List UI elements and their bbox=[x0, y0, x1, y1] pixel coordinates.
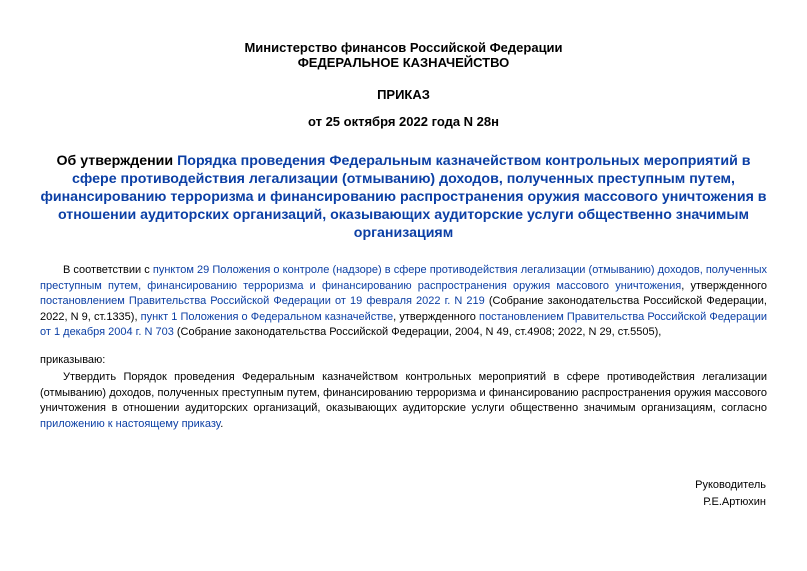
document-date-number: от 25 октября 2022 года N 28н bbox=[307, 114, 499, 129]
preamble-link-postanovlenie-219[interactable]: постановлением Правительства Российской Федерации от 19 февраля 2022 г. N 219 bbox=[40, 295, 485, 307]
title-link[interactable]: Порядка проведения Федеральным казначейством контрольных мероприятий в сфере противодействия легализации (отмыванию) доходов, полученных преступным путем, финансированию терроризма и финансированию распространения оружия массового уничтожения в отношении аудиторских организаций, оказывающих аудиторские услуги общественно значимым организациям bbox=[40, 153, 767, 241]
document-title bbox=[40, 152, 767, 242]
ministry-name: Министерство финансов Российской Федерации bbox=[244, 40, 563, 55]
preamble-link-punkt-1[interactable]: пункт 1 Положения о Федеральном казначействе bbox=[140, 310, 394, 323]
signatory-name: Р.Е.Артюхин bbox=[703, 496, 766, 508]
order-word: приказываю: bbox=[40, 354, 106, 366]
preamble-text-5: (Собрание законодательства Российской Федерации, 2004, N 49, ст.4908; 2022, N 29, ст.5505), bbox=[173, 326, 662, 338]
appendix-link[interactable]: приложению к настоящему приказу bbox=[40, 417, 221, 430]
preamble-link-postanovlenie-703[interactable]: постановлением Правительства Российской Федерации от 1 декабря 2004 г. N 703 bbox=[40, 310, 767, 338]
preamble-text-1: В соответствии с bbox=[63, 264, 153, 276]
order-body-text: Утвердить Порядок проведения Федеральным казначейством контрольных мероприятий в сфере противодействия легализации (отмыванию) доходов, полученных преступным путем, финансированию терроризма и финансированию распространения оружия массового уничтожения в отношении аудиторских организаций, оказывающих аудиторские услуги общественно значимым организациям, согласно bbox=[40, 371, 767, 414]
preamble-paragraph bbox=[40, 263, 767, 341]
preamble-link-punkt-29[interactable]: пунктом 29 Положения о контроле (надзоре) в сфере противодействия легализации (отмыванию) доходов, полученных преступным путем, финансированию терроризма и финансированию распространения оружия массового уничтожения bbox=[40, 264, 767, 292]
signatory-position: Руководитель bbox=[695, 479, 766, 491]
order-body-paragraph bbox=[40, 370, 767, 432]
agency-name: ФЕДЕРАЛЬНОЕ КАЗНАЧЕЙСТВО bbox=[297, 55, 510, 70]
title-prefix: Об утверждении bbox=[56, 153, 178, 169]
preamble-text-3: (Собрание законодательства Российской Федерации, 2022, N 9, ст.1335), bbox=[40, 295, 767, 323]
order-body-end: . bbox=[220, 417, 224, 430]
document-type: ПРИКАЗ bbox=[377, 87, 430, 102]
preamble-text-4: , утвержденного bbox=[393, 310, 479, 323]
preamble-text-2: , утвержденного bbox=[681, 279, 768, 292]
